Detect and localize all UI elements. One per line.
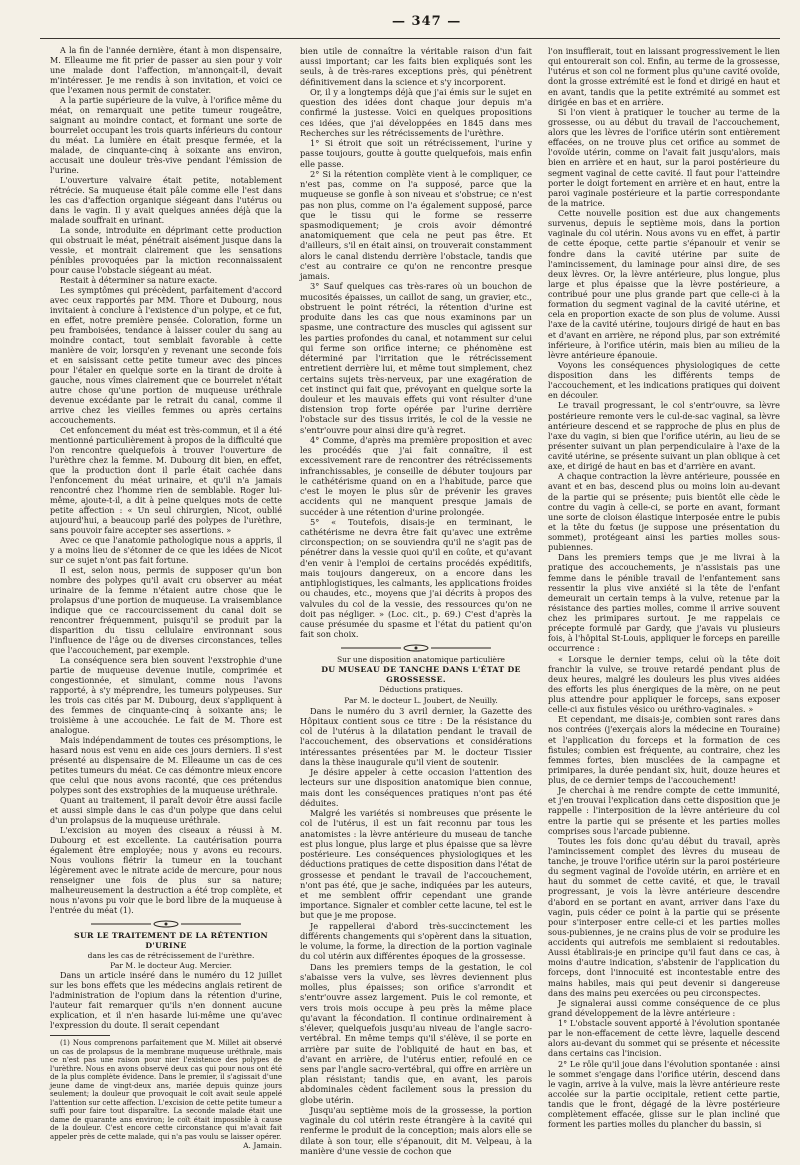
paragraph: Toutes les fois donc qu'au début du travail, après l'amincissement complet des lèvres du museau de tanche, je trouve l'orifice utérin sur la paroi postérieure du segment vaginal de l'ovoïde utérin, en arrière et en haut du sommet de cette cavité, et que, le travail progressant, je vois la lèvre antérieure descendre d'abord en se portant en avant, arriver dans l'axe du vagin, puis céder ce point à la partie qui se présente pour s'interposer entre celle-ci et les parties molles sous-pubiennes, je ne crains plus de voir se produire les accidents qui autrefois me semblaient si redoutables. Aussi établirais-je en principe qu'il faut dans ce cas, à moins d'autre indication, s'abstenir de l'application du forceps, dont l'innocuité est incontestable entre des mains habiles, mais qui peut devenir si dangereuse dans des mains peu exercées ou peu circonspectes. [548,835,780,998]
paragraph: Je signalerai aussi comme conséquence de ce plus grand développement de la lèvre antérieure : [548,997,780,1018]
paragraph: La sonde, introduite en déprimant cette production qui obstruait le méat, pénétrait aisément jusque dans la vessie, et montrait clairement que les sensations pénibles provoquées par la miction reconnaissaient pour cause l'obstacle siégeant au méat. [50,226,282,275]
paragraph: Dans un article inséré dans le numéro du 12 juillet sur les bons effets que les médecins anglais retirent de l'administration de l'opium dans la rétention d'urine, l'auteur fait remarquer qu'ils n'en donnent aucune explication, et il n'en hasarde lui-même une qu'avec l'expression du doute. Il serait cependant [50,971,282,1030]
paragraph: 2° Si la rétention complète vient à le compliquer, ce n'est pas, comme on l'a supposé, parce que la muqueuse se gonfle à son niveau et s'obstrue; ce n'est pas non plus, comme on l'a également supposé, parce que le tissu qui le forme se resserre spasmodiquement; je crois avoir démontré anatomiquement que cela ne peut pas être. Et d'ailleurs, s'il en était ainsi, on trouverait constamment alors le canal distendu derrière l'obstacle, tandis que c'est au contraire ce qu'on ne rencontre presque jamais. [300,168,532,282]
paragraph: 1° Si étroit que soit un rétrécissement, l'urine y passe toujours, goutte à goutte quelquefois, mais enfin elle passe. [300,138,532,169]
paragraph: Le travail progressant, le col s'entr'ouvre, sa lèvre postérieure remonte vers le cul-de-sac vaginal, sa lèvre antérieure descend et se rapproche de plus en plus de l'axe du vagin, si bien que l'orifice utérin, au lieu de se présenter suivant un plan perpendiculaire à l'axe de la cavité utérine, se présente suivant un plan oblique à cet axe, et dirigé de haut en bas et d'arrière en avant. [548,400,780,472]
paragraph: Voyons les conséquences physiologiques de cette disposition dans les différents temps de l'accouchement, et les indications pratiques qui doivent en découler. [548,359,780,401]
paragraph: Dans les premiers temps que je me livrai à la pratique des accouchements, je n'assistais pas une femme dans le pénible travail de l'enfantement sans ressentir la plus vive anxiété si la tête de l'enfant demeurait un certain temps à la vulve, retenue par la résistance des parties molles, comme il arrive souvent chez les primipares surtout. Je me rappelais ce précepte formulé par Gardy, que j'avais vu plusieurs fois, à l'hôpital St-Louis, appliquer le forceps en pareille occurrence : [548,552,780,654]
paragraph: A chaque contraction la lèvre antérieure, poussée en avant et en bas, descend plus ou moins loin au-devant de la partie qui se présente; puis bientôt elle cède le contre du vagin à celle-ci, se porte en avant, formant une sorte de cloison élastique interposée entre le pubis et la tête du fœtus (je suppose une présentation du sommet), protégeant ainsi les parties molles sous-pubiennes. [548,471,780,553]
paragraph: Je désire appeler à cette occasion l'attention des lecteurs sur une disposition anatomique bien connue, mais dont les conséquences pratiques n'ont pas été déduites. [300,767,532,808]
footnote-signature: A. Jamain. [243,1141,282,1150]
paragraph: L'excision au moyen des ciseaux a réussi à M. Dubourg et est excellente. La cautérisation pourra également être employée; nous y avons eu recours. Nous voulions flétrir la tumeur en la touchant légèrement avec le nitrate acide de mercure, pour nous renseigner une fois de plus sur sa nature; malheureusement la destruction a été trop complète, et nous n'avons pu voir que le bord libre de la muqueuse à l'entrée du méat (1). [50,826,282,915]
paragraph: bien utile de connaître la véritable raison d'un fait aussi important; car les faits bien expliqués sont les seuls, à de très-rares exceptions près, qui pénètrent définitivement dans la science et s'y incorporent. [300,46,532,87]
paragraph: Cet enfoncement du méat est très-commun, et il a été mentionné particulièrement à propos de la difficulté que l'on rencontre quelquefois à trouver l'ouverture de l'urèthre chez la femme. M. Dubourg dit bien, en effet, que la production dont il parle était cachée dans l'enfoncement du méat urinaire, et qu'il n'a jamais rencontré chez l'homme rien de semblable. Roger lui-même, ajoute-t-il, a dit à peine quelques mots de cette petite affection : « Un seul chirurgien, Nicot, oublié aujourd'hui, a beaucoup parlé des polypes de l'urèthre, sans pouvoir faire accepter ses assertions. » [50,426,282,535]
section-author: Par M. le docteur L. Joubert, de Neuilly. [344,695,498,705]
paragraph: A la fin de l'année dernière, étant à mon dispensaire, M. Elleaume me fit prier de passer au sien pour y voir une malade dont l'affection, m'annonçait-il, devait m'intéresser. Je me rendis à son invitation, et voici ce que l'examen nous permit de constater. [50,46,282,95]
paragraph: Dans les premiers temps de la gestation, le col s'abaisse vers la vulve, ses lèvres deviennent plus molles, plus épaisses; son orifice s'arrondit et s'entr'ouvre assez largement. Puis le col remonte, et vers trois mois occupe à peu près la même place qu'avant la fécondation. Il continue ordinairement à s'élever, quelquefois jusqu'au niveau de l'angle sacro-vertébral. En même temps qu'il s'élève, il se porte en arrière par suite de l'obliquité de haut en bas, et d'avant en arrière, de l'utérus entier, refoulé en ce sens par l'angle sacro-vertébral, qui offre en arrière un plan résistant; tandis que, en avant, les parois abdominales cèdent facilement sous la pression du globe utérin. [300,961,532,1105]
section-title: Sur une disposition anatomique particulière [336,654,505,664]
section-title-2: DU MUSEAU DE TANCHE DANS L'ÉTAT DE GROSSESSE. [321,664,521,685]
section-divider [341,644,491,652]
paragraph: « Lorsque le dernier temps, celui où la tête doit franchir la vulve, se trouve retardé pendant plus de deux heures, malgré les douleurs les plus vives aidées des efforts les plus énergiques de la mère, on ne peut plus attendre pour appliquer le forceps, sans exposer celle-ci aux fistules vésico ou uréthro-vaginales. » [548,653,780,715]
paragraph: Mais indépendamment de toutes ces présomptions, le hasard nous est venu en aide ces jours derniers. Il s'est présenté au dispensaire de M. Elleaume un cas de ces petites tumeurs du méat. Ce cas démontre mieux encore que celui que nous avons raconté, que ces prétendus polypes sont des exstrophies de la muqueuse uréthrale. [50,736,282,795]
paragraph: Quant au traitement, il paraît devoir être aussi facile et aussi simple dans le cas d'un polype que dans celui d'un prolapsus de la muqueuse uréthrale. [50,796,282,825]
paragraph: Et cependant, me disais-je, combien sont rares dans nos contrées (j'exerçais alors la médecine en Touraine) et l'application du forceps et la formation de ces fistules; combien est fréquente, au contraire, chez les femmes fortes, bien musclées de la campagne et primipares, la durée pendant six, huit, douze heures et plus, de ce dernier temps de l'accouchement! [548,714,780,785]
page-number: — 347 — [392,14,462,29]
paragraph: l'on insufflerait, tout en laissant progressivement le lien qui entourerait son col. Enfin, au terme de la grossesse, l'utérus et son col ne forment plus qu'une cavité ovoïde, dont la grosse extrémité est le fond et dirigé en haut et en avant, tandis que la petite extrémité au sommet est dirigée en bas et en arrière. [548,46,780,107]
paragraph: 4° Comme, d'après ma première proposition et avec les procédés que j'ai fait connaître, il est excessivement rare de rencontrer des rétrécissements infranchissables, je conseille de débuter toujours par le cathétérisme quand on en a l'habitude, parce que c'est le moyen le plus sûr de prévenir les graves accidents qui ne manquent presque jamais de succéder à une rétention d'urine prolongée. [300,434,532,517]
paragraph: Dans le numéro du 3 avril dernier, la Gazette des Hôpitaux contient sous ce titre : De la résistance du col de l'utérus à la dilatation pendant le travail de l'accouchement, des observations et considérations intéressantes présentées par M. le docteur Tissier dans la thèse inaugurale qu'il vient de soutenir. [300,705,532,767]
paragraph: Il est, selon nous, permis de supposer qu'un bon nombre des polypes qu'il avait cru observer au méat urinaire de la femme n'étaient autre chose que le prolapsus d'une portion de muqueuse. La vraisemblance indique que ce raccourcissement du canal doit se rencontrer fréquemment, puisqu'il se produit par la disparition du tissu cellulaire environnant sous l'influence de l'âge ou de diverses circonstances, telles que l'accouchement, par exemple. [50,566,282,655]
column-left [50,46,282,1151]
header-rule [40,38,780,39]
paragraph: Jusqu'au septième mois de la grossesse, la portion vaginale du col utérin reste étrangère à la cavité qui renferme le produit de la conception; mais alors elle se dilate à son tour, elle s'épanouit, dit M. Velpeau, à la manière d'une vessie de cochon que [300,1104,532,1156]
paragraph: 3° Sauf quelques cas très-rares où un bouchon de mucosités épaisses, un caillot de sang, un gravier, etc., obstruent le point rétréci, la rétention d'urine est produite dans les cas que nous examinons par un spasme, une contracture des muscles qui agissent sur les parties profondes du canal, et notamment sur celui qui ferme son orifice interne; ce phénomène est déterminé par l'irritation que le rétrécissement entretient derrière lui, et même tout simplement, chez certains sujets très-nerveux, par une exagération de cet instinct qui fait que, prévoyant en quelque sorte la douleur et les mauvais effets qui vont résulter d'une distension trop forte opérée par l'urine derrière l'obstacle sur des tissus irrités, le col de la vessie ne s'entr'ouvre pour ainsi dire qu'à regret. [300,281,532,435]
paragraph: A la partie supérieure de la vulve, à l'orifice même du méat, on remarquait une petite tumeur rougeâtre, saignant au moindre contact, et formant une sorte de bourrelet occupant les trois quarts inférieurs du contour du méat. La lumière en était presque fermée, et la malade, de cinquante-cinq à soixante ans environ, accusait une douleur très-vive pendant l'émission de l'urine. [50,96,282,175]
paragraph: 2° Le rôle qu'il joue dans l'évolution spontanée : ainsi le sommet s'engage dans l'orifice utérin, descend dans le vagin, arrive à la vulve, mais la lèvre antérieure reste accolée sur la partie occipitale, retient cette partie, tandis que le front, dégagé de la lèvre postérieure complètement effacée, glisse sur le plan incliné que forment les parties molles du plancher du bassin, si [548,1058,780,1130]
footnote-rule [50,1035,110,1036]
paragraph: Cette nouvelle position est due aux changements survenus, depuis le septième mois, dans la portion vaginale du col utérin. Nous avons vu en effet, à partir de cette époque, cette partie s'épanouir et venir se fondre dans la cavité utérine par suite de l'amincissement, du laminage pour ainsi dire, de ses deux lèvres. Or, la lèvre antérieure, plus longue, plus large et plus épaisse que la lèvre postérieure, a contribué pour une plus grande part que celle-ci à la formation du segment vaginal de la cavité utérine, et cela en proportion exacte de son plus de volume. Aussi l'axe de la cavité utérine, toujours dirigé de haut en bas et d'avant en arrière, ne répond plus, par son extrémité inférieure, à l'orifice utérin, mais bien au milieu de la lèvre antérieure épanouie. [548,208,780,360]
section-author: Par M. le docteur Aug. Mercier. [110,961,232,970]
section-title: SUR LE TRAITEMENT DE LA RÉTENTION D'URINE [74,931,268,950]
section-subtitle: Déductions pratiques. [379,685,463,695]
footnote: (1) Nous comprenons parfaitement que M. Millet ait observé un cas de prolapsus de la membrane muqueuse uréthrale, mais ce n'est pas une raison pour nier l'existence des polypes de l'urèthre. Nous en avons observé deux cas qui pour nous ont été de la plus complète évidence. Dans le premier, il s'agissait d'une jeune dame de vingt-deux ans, mariée depuis quinze jours seulement; la douleur que provoquait le coït avait seule appelé l'attention sur cette affection. L'excision de cette petite tumeur a suffi pour faire tout disparaître. La seconde malade était une dame de quarante ans environ; le coït était impossible à cause de la douleur. C'est encore cette circonstance qui m'avait fait appeler près de cette malade, qui n'a pas voulu se laisser opérer. [50,1039,282,1141]
paragraph: Les symptômes qui précèdent, parfaitement d'accord avec ceux rapportés par MM. Thore et Dubourg, nous invitaient à conclure à l'existence d'un polype, et ce fut, en effet, notre première pensée. Coloration, forme un peu framboisées, tendance à laisser couler du sang au moindre contact, tout semblait favorable à cette manière de voir, lorsqu'en y revenant une seconde fois et en saisissant cette petite tumeur avec des pinces pour l'étaler en quelque sorte en la tirant de droite à gauche, nous vîmes clairement que ce bourrelet n'était autre chose qu'une portion de muqueuse uréthrale devenue excédante par le retrait du canal, comme il arrive chez les vieilles femmes ou après certains accouchements. [50,286,282,425]
paragraph: Je cherchai à me rendre compte de cette immunité, et j'en trouvai l'explication dans cette disposition que je rappelle : l'interposition de la lèvre antérieure du col entre la partie qui se présente et les parties molles comprises sous l'arcade pubienne. [548,785,780,836]
paragraph: Or, il y a longtemps déjà que j'ai émis sur le sujet en question des idées dont chaque jour depuis m'a confirmé la justesse. Voici en quelques propositions ces idées, que j'ai développées en 1845 dans mes Recherches sur les rétrécissements de l'urèthre. [300,86,532,138]
paragraph: Avec ce que l'anatomie pathologique nous a appris, il y a moins lieu de s'étonner de ce que les idées de Nicot sur ce sujet n'ont pas fait fortune. [50,536,282,565]
paragraph: 1° L'obstacle souvent apporté à l'évolution spontanée par le non-effacement de cette lèvre, laquelle descend alors au-devant du sommet qui se présente et nécessite dans certains cas l'incision. [548,1018,780,1059]
paragraph: Si l'on vient à pratiquer le toucher au terme de la grossesse, ou au début du travail de l'accouchement, alors que les lèvres de l'orifice utérin sont entièrement effacées, on ne trouve plus cet orifice au sommet de l'ovoïde utérin, comme on l'avait fait jusqu'alors, mais bien en arrière et en haut, sur la paroi postérieure du segment vaginal de cette cavité. Il faut pour l'atteindre porter le doigt fortement en arrière et en haut, entre la paroi vaginale postérieure et la partie correspondante de la matrice. [548,106,780,208]
paragraph: 5° « Toutefois, disais-je en terminant, le cathétérisme ne devra être fait qu'avec une extrême circonspection; on se souviendra qu'il ne s'agit pas de pénétrer dans la vessie quoi qu'il en coûte, et qu'avant d'en venir à l'emploi de certains procédés expéditifs, mais toujours dangereux, on a encore dans les antiphlogistiques, les calmants, les applications froides ou chaudes, etc., moyens que j'ai décrits à propos des valvules du col de la vessie, des ressources qu'on ne doit pas négliger. » (Loc. cit., p. 69.) C'est d'après la cause présumée du spasme et l'état du patient qu'on fait son choix. [300,516,532,640]
paragraph: L'ouverture valvaire était petite, notablement rétrécie. Sa muqueuse était pâle comme elle l'est dans les cas d'affection organique siégeant dans l'utérus ou dans le vagin. Il y avait quelques années déjà que la malade souffrait en urinant. [50,176,282,225]
section-divider [91,920,241,928]
paragraph: Restait à déterminer sa nature exacte. [60,276,218,285]
paragraph: Malgré les variétés si nombreuses que présente le col de l'utérus, il est un fait reconnu par tous les anatomistes : la lèvre antérieure du museau de tanche est plus longue, plus large et plus épaisse que sa lèvre postérieure. Les conséquences physiologiques et les déductions pratiques de cette disposition dans l'état de grossesse et pendant le travail de l'accouchement, n'ont pas été, que je sache, indiquées par les auteurs, et me semblent offrir cependant une grande importance. Signaler et combler cette lacune, tel est le but que je me propose. [300,808,532,921]
paragraph: La conséquence sera bien souvent l'exstrophie d'une partie de muqueuse devenue inutile, comprimée et congestionnée, et simulant, comme nous l'avons rapporté, à s'y méprendre, les tumeurs polypeuses. Sur les trois cas cités par M. Dubourg, deux s'appliquent à des femmes de cinquante-cinq à soixante ans; le troisième à une accouchée. Le fait de M. Thore est analogue. [50,656,282,735]
section-subtitle: dans les cas de rétrécissement de l'urèthre. [87,951,255,960]
column-middle [300,46,532,1156]
column-right [548,46,780,1129]
paragraph: Je rappellerai d'abord très-succinctement les différents changements qui s'opèrent dans la situation, le volume, la forme, la direction de la portion vaginale du col utérin aux différentes époques de la grossesse. [300,920,532,962]
